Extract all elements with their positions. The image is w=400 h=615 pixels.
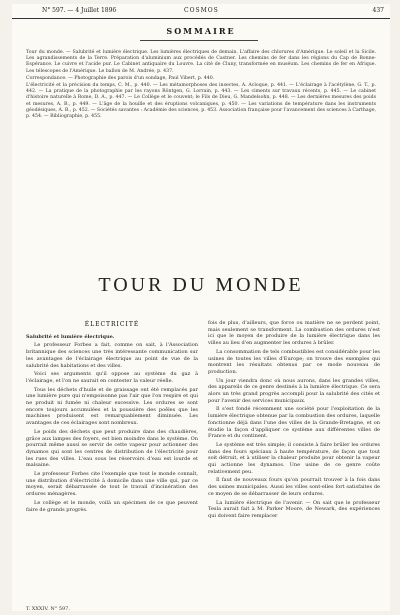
summary-paragraph: L'électricité et la précision du temps, C. M., p. 440. — Les métamorphoses des insectes, A. Acloque, p. 441. — L'éclairage à l'acétylène, G. T., p. 442. — La pratique de la photographie par les rayons Röntgen, G. Lorrain, p. 443. — Les ciments sur travaux récents, p. 445. — Le cabinet d'histoire naturelle à Rome, D. A., p. 447. — Le Collège et le couvent; le Fils de Dieu, G. Mandelsohn, p. 448. — Les dernières mesures des poids et mesures, A. B., p. 449. — L'âge de la houille et des éruptions volcaniques, p. 450. — Les variations de température dans les instruments géodésiques, A. B., p. 452. — Sociétés savantes : Académie des sciences, p. 453. Association française pour l'avancement des sciences à Carthage, p. 454. — Bibliographie, p. 455. [26,83,376,120]
volume-footer: T. XXXIV. N° 597. [26,606,70,612]
paragraph: Voici ses arguments qu'il oppose au système du gaz à l'éclairage, et l'on ne saurait en contester la valeur réelle. [26,371,198,384]
summary-body [26,50,376,120]
issue-number: N° 597. — 4 Juillet 1896 [42,7,117,14]
paragraph: La lumière électrique de l'avenir. — On sait que le professeur Tesla aurait fait à M. Parker Moore, de Newark, des expériences qui doivent faire remplacer [208,499,380,519]
summary-paragraph: Correspondance. — Photographie des parois d'un sondage, Paul Vibert, p. 440. [26,75,215,81]
summary-title: SOMMAIRE [166,26,236,36]
paragraph: Il s'est fondé récemment une société pour l'exploitation de la lumière électrique obtenue par la combustion des ordures, laquelle fonctionne déjà dans l'une des villes de la Grande-Bretagne, et on étudie la façon d'appliquer ce système aux différentes villes de France et du continent. [208,406,380,440]
paragraph: Il faut de nouveaux fours qu'on pourrait trouver à la fois dans des usines municipales. Aussi les villes sont-elles fort satisfaites de ce moyen de se débarrasser de leurs ordures. [208,477,380,497]
right-column [208,320,380,522]
journal-page [12,4,390,611]
left-column [26,320,198,515]
section-main-title: TOUR DU MONDE [98,274,304,296]
section-heading: ÉLECTRICITÉ [84,321,140,328]
paragraph: Tous les déchets d'huile et de graissage ont été remplacés par une lumière pure qui n'empoisonne pas l'air que l'on respire et qui ne produit ni fumée ni chaleur excessive. Les ordures se sont encore toujours accumulées et la poussière des poêles que les machines produisent est remarquablement diminuée. Les avantages de ces éclairages sont nombreux. [26,386,198,427]
page-header [12,4,390,19]
paragraph: Le professeur Forbes a fait, comme on sait, à l'Association britannique des sciences une très intéressante communication sur les avantages de l'éclairage électrique au point de vue de la salubrité des habitations et des villes. [26,342,198,369]
subhead-title: Salubrité et lumière électrique. [26,333,115,340]
page-number: 437 [372,7,384,14]
paragraph: Le collège et le monde, voilà un spécimen de ce que peuvent faire de grands progrès. [26,499,198,513]
journal-name: COSMOS [184,7,219,14]
paragraph: Un jour viendra donc où nous aurons, dans les grandes villes, des appareils de ce genre destinés à la lumière électrique. Ce sera alors un très grand progrès accompli pour la salubrité des cités et pour l'avenir des services municipaux. [208,377,380,404]
paragraph: Le poids des déchets que peut produire dans des chaudières, grâce aux lampes des foyers, est bien moindre dans le système. On pourrait même aussi se servir de cette vapeur pour actionner des dynamos qui sont les centres de distribution de l'électricité pour les rues des villes. L'eau sous les réservoirs d'eau est lourde et malsaine. [26,428,198,469]
summary-paragraph: Tour du monde. — Salubrité et lumière électrique. Les lumières électriques de demain. L'affaire des chlorures d'Amérique. Le soleil et la Sicile. Les agrandissements de la Terre. Préparation d'aluminium aux procédés de Castner. Les chemins de fer dans les régions du Cap de Bonne-Espérance. Le cuivre et l'acide pur. Le Cabinet antiquaire du Louvre. La cité de Cluny, transformée en muséum. Les chemins de fer en Afrique. Les télescopes de l'Amérique. Le ballon de M. Andrée, p. 437. [26,50,376,74]
paragraph: fois de plus, d'ailleurs, que force ou matière ne se perdent point, mais seulement se transforment. La combustion des ordures n'est ici que le moyen de produire de la lumière électrique dans les villes au lieu d'en augmenter les ordures à brûler. [208,320,380,347]
divider [140,40,258,41]
paragraph: Le système est très simple; il consiste à faire brûler les ordures dans des fours spéciaux à haute température, de façon que tout soit détruit, et à utiliser la chaleur produite pour obtenir la vapeur qui actionne les dynamos. Une usine de ce genre coûte relativement peu. [208,441,380,475]
paragraph: La consommation de tels combustibles est considérable pour les usines de toutes les villes d'Europe; on trouve des exemples qui montrent les résultats obtenus par ce mode nouveau de production. [208,348,380,375]
subhead [26,334,198,341]
paragraph: Le professeur Forbes cite l'exemple que tout le monde connaît, une distribution d'électricité à domicile dans une ville qui, par ce moyen, serait débarrassée de tout le travail d'incinération des ordures ménagères. [26,471,198,498]
